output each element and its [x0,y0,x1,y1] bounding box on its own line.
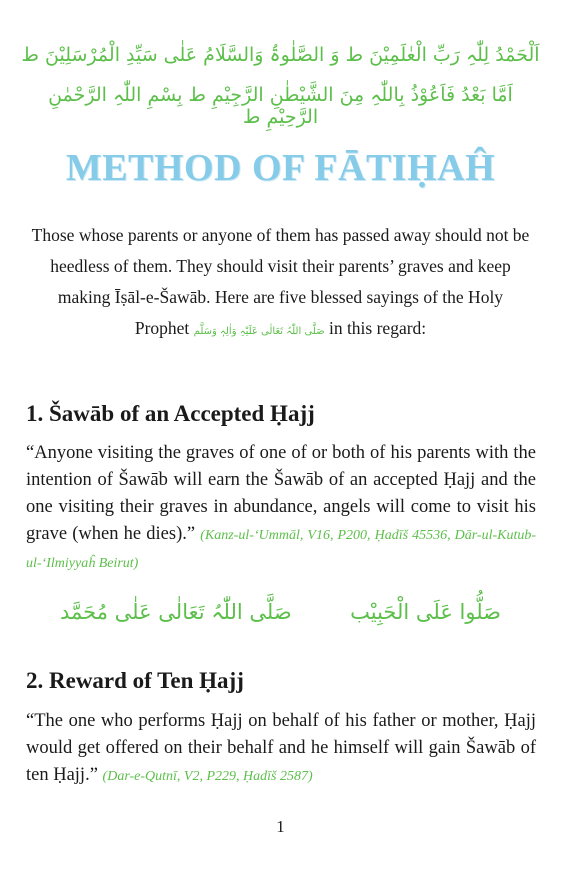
section-1-reference: (Kanz-ul-‘Ummāl, V16, P200, Ḥadīš 45536, Dār-ul-Kutub-ul-‘Ilmiyyaĥ Beirut) [26,528,537,571]
section-1-paragraph [26,440,536,577]
page-title: METHOD OF FĀTIḤAĤ [65,147,496,189]
intro-tail: in this regard: [328,318,427,338]
section-1-body: “Anyone visiting the graves of one of or both of his parents with the intention of Šawāb will earn the Šawāb of an accepted Ḥajj and the one visiting their graves in abundance, angels will come to visit his grave (when he dies).” [26,443,536,544]
intro-paragraph [30,220,531,347]
section-1-heading: 1. Šawāb of an Accepted Ḥajj [26,401,315,426]
arabic-header-line-2: اَمَّا بَعْدُ فَاَعُوْذُ بِاللّٰہِ مِنَ الشَّیْطٰنِ الرَّجِیْمِ ط بِسْمِ اللّٰہِ الرَّحْمٰنِ الرَّحِیْمِ ط [48,84,513,128]
section-2-body: “The one who performs Ḥajj on behalf of his father or mother, Ḥajj would get offered on their behalf and he himself will gain Šawāb of ten Ḥajj.” [26,711,536,785]
page-number: 1 [276,817,285,836]
arabic-header-line-1: اَلْحَمْدُ لِلّٰہِ رَبِّ الْعٰلَمِیْنَ ط وَ الصَّلٰوۃُ وَالسَّلَامُ عَلٰی سَیِّدِ الْمُرْسَلِیْنَ ط [21,44,540,66]
salutation-arabic: صَلَّی اللّٰہُ تَعَالٰی عَلَیْہِ وَاٰلِہٖ وَسَلَّم [193,326,325,337]
intro-text: Those whose parents or anyone of them has passed away should not be heedless of them. They should visit their parents’ graves and keep making Īṣāl-e-Šawāb. Here are five blessed sayings of the Holy Prophet [31,225,530,338]
durood-row [60,600,501,624]
durood-right: صَلُّوا عَلَى الْحَبِیْب [350,600,501,624]
section-2-reference: (Dar-e-Qutnī, V2, P229, Ḥadīš 2587) [102,769,313,784]
section-2-paragraph [26,708,536,790]
durood-left: صَلَّی اللّٰہُ تَعَالٰی عَلٰی مُحَمَّد [60,600,292,624]
section-2-heading: 2. Reward of Ten Ḥajj [26,668,244,693]
